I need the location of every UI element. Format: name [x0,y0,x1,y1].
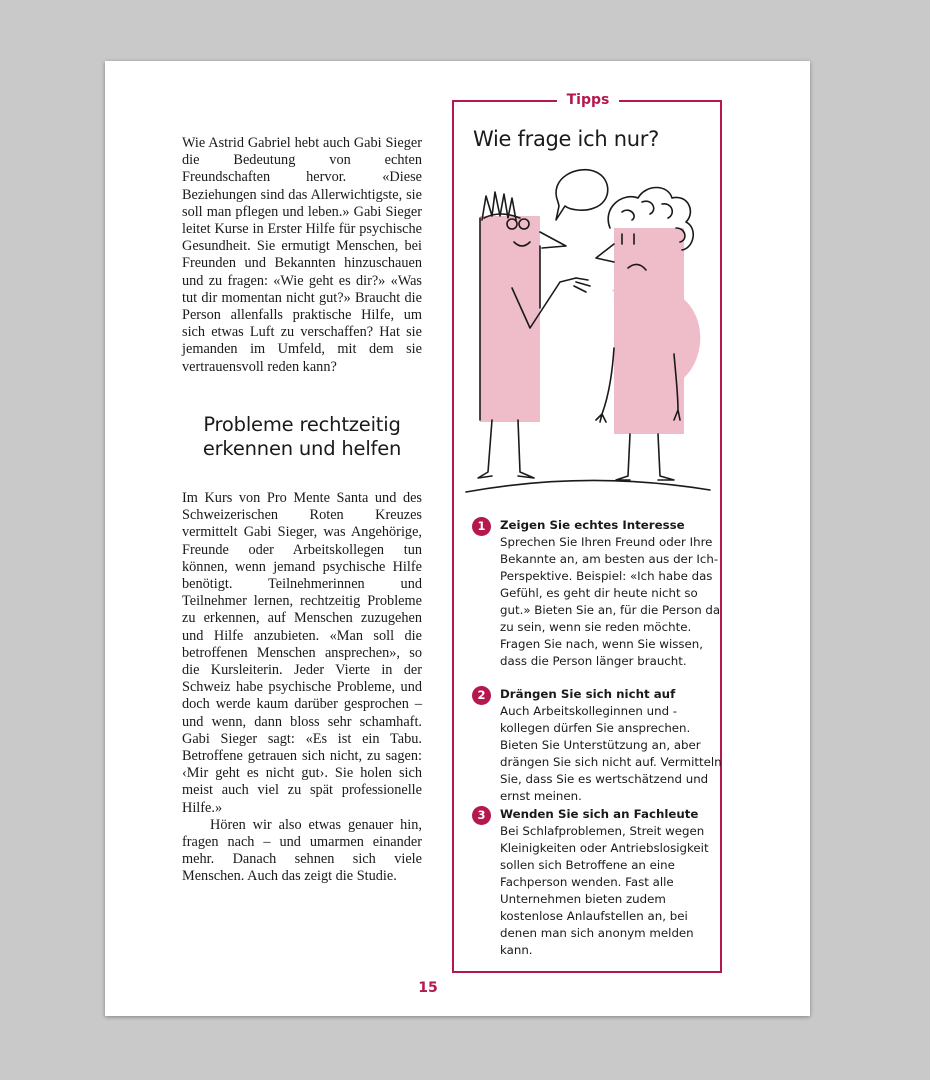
tip-text [500,806,722,959]
tip-text [500,686,722,805]
tip-body: Sprechen Sie Ihren Freund oder Ihre Bekannte an, am besten aus der Ich-Perspektive. Beispiel: «Ich habe das Gefühl, es geht dir heute nicht so gut.» Bieten Sie an, für die Person da zu sein, wenn sie reden möchte. Fragen Sie nach, wenn Sie wissen, dass die Person länger braucht. [500,535,721,668]
page-number: 15 [418,980,438,996]
two-people-talking-illustration [462,158,714,498]
paragraph-text: Hören wir also etwas genauer hin, fragen nach – und umarmen einander mehr. Danach sehnen sich viele Menschen. Auch das zeigt die Studie. [182,816,422,885]
body-paragraph-2 [182,490,422,886]
paragraph-text: Im Kurs von Pro Mente Santa und des Schweizerischen Roten Kreuzes vermittelt Gabi Sieger, was Angehörige, Freunde oder Arbeitskollegen tun können, wenn jemand psychische Hilfe benötigt. Teilnehmerinnen und Teilnehmer lernen, rechtzeitig Probleme zu erkennen, auf Menschen zuzugehen und Hilfe anzubieten. «Man soll die betroffenen Menschen ansprechen», so die Kursleiterin. Jeder Vierte in der Schweiz habe psychische Probleme, und doch werde kaum darüber gesprochen – und wenn, dann bloss sehr schamhaft. Gabi Sieger sagt: «Es ist ein Tabu. Betroffene getrauen sich nicht, zu sagen: ‹Mir geht es nicht gut›. Sie holen sich meist auch viel zu spät professionelle Hilfe.» [182,490,422,816]
tip-number-badge: 2 [472,686,491,705]
tips-label: Tipps [557,90,619,110]
tip-number-badge: 3 [472,806,491,825]
tips-title: Wie frage ich nur? [473,127,659,151]
tip-text [500,517,722,670]
tip-body: Auch Arbeitskolleginnen und -kollegen dürfen Sie ansprechen. Bieten Sie Unterstützung an, aber drängen Sie sich nicht auf. Vermitteln Sie, dass Sie es wertschätzend und ernst meinen. [500,704,722,803]
tip-heading: Drängen Sie sich nicht auf [500,687,676,701]
paragraph-text: Wie Astrid Gabriel hebt auch Gabi Sieger die Bedeutung von echten Freundschaften hervor. «Diese Beziehungen sind das Allerwichtigste, sie soll man pflegen und leben.» Gabi Sieger leitet Kurse in Erster Hilfe für psychische Gesundheit. Sie ermutigt Menschen, bei Freunden und Bekannten hinzuschauen und zu fragen: «Wie geht es dir?» «Was tut dir momentan nicht gut?» Braucht die Person allenfalls praktische Hilfe, um sich etwas Luft zu verschaffen? Hat sie jemanden im Umfeld, mit dem sie vertrauensvoll reden kann? [182,135,422,375]
tip-number-badge: 1 [472,517,491,536]
section-subheading: Probleme rechtzeitig erkennen und helfen [202,413,402,460]
tip-heading: Zeigen Sie echtes Interesse [500,518,685,532]
tip-body: Bei Schlafproblemen, Streit wegen Kleinigkeiten oder Antriebslosigkeit sollen sich Betroffene an eine Fachperson wenden. Fast alle Unternehmen bieten zudem kostenlose Anlaufstellen an, bei denen man sich anonym melden kann. [500,824,709,957]
tip-heading: Wenden Sie sich an Fachleute [500,807,699,821]
body-paragraph-1 [182,135,422,376]
